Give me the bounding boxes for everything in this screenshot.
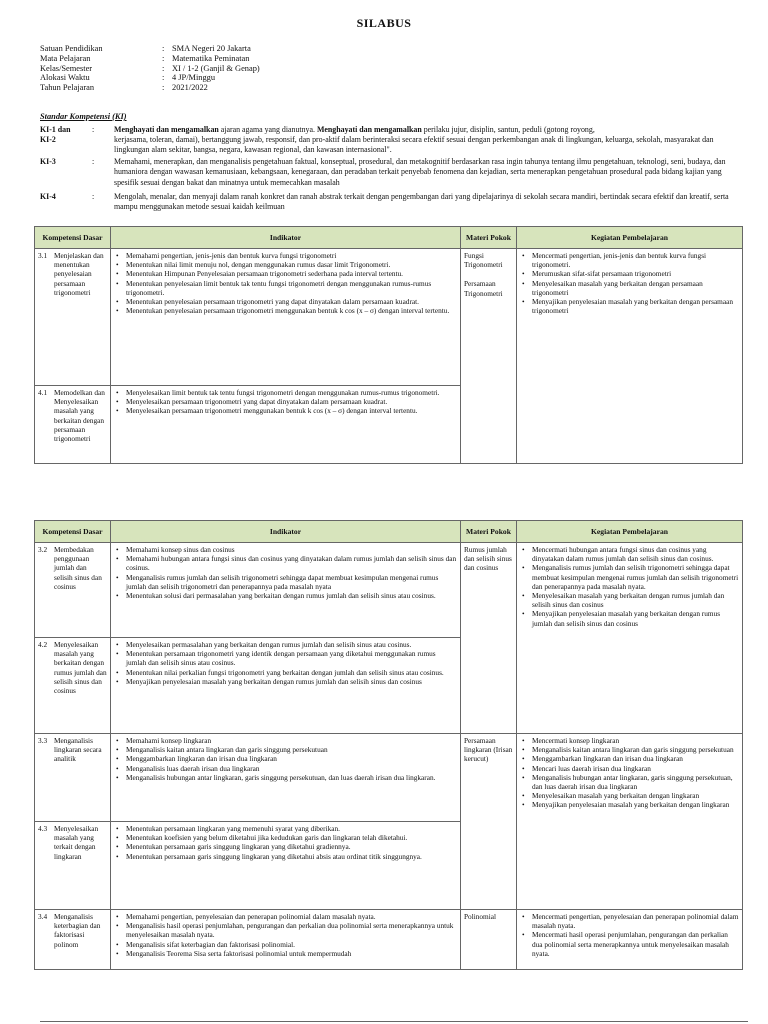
kd-cell [35,543,111,638]
kd-text: Menganalisis lingkaran secara analitik [54,736,102,764]
kd-text: Membedakan penggunaan jumlah dan selisih sinus dan cosinus [54,545,102,591]
indikator-item: • Memahami hubungan antara fungsi sinus dan cosinus yang dinyatakan dalam rumus jumlah dan selisih sinus dan cosinus. [114,554,457,572]
kegiatan-cell [517,249,743,464]
kegiatan-item: • Mencermati pengertian, jenis-jenis dan bentuk kurva fungsi trigonometri. [520,251,739,269]
kd-number: 3.1 [38,251,48,260]
header-kegiatan: Kegiatan Pembelajaran [517,521,743,543]
indikator-item: • Menganalisis kaitan antara lingkaran dan garis singgung persekutuan [114,745,457,754]
indikator-cell [111,543,461,638]
indikator [114,640,457,686]
indikator-item: • Menganalisis luas daerah irisan dua lingkaran [114,764,457,773]
indikator-item: • Menentukan Himpunan Penyelesaian persamaan trigonometri sederhana pada interval tertentu. [114,269,457,278]
ki-label: KI-3 [40,157,56,166]
indikator [114,824,457,861]
indikator-item: • Menentukan penyelesaian persamaan trigonometri menggunakan bentuk k cos (x – σ) dengan interval tertentu. [114,306,457,315]
header-kompetensi-dasar: Kompetensi Dasar [35,227,111,249]
kegiatan-item: • Menggambarkan lingkaran dan irisan dua lingkaran [520,754,739,763]
kegiatan [520,912,739,958]
table-row [35,249,743,386]
indikator-item: • Memahami pengertian, penyelesaian dan penerapan polinomial dalam masalah nyata. [114,912,457,921]
kegiatan-item: • Menyajikan penyelesaian masalah yang berkaitan dengan lingkaran [520,800,739,809]
meta-value: Matematika Peminatan [172,53,250,63]
meta-colon: : [162,53,165,63]
ki-row [40,157,744,188]
header-materi-pokok: Materi Pokok [461,521,517,543]
kegiatan-item: • Mencermati konsep lingkaran [520,736,739,745]
indikator [114,912,457,958]
meta-colon: : [162,73,165,83]
document-title: SILABUS [356,16,412,30]
indikator-cell [111,638,461,734]
kd-text: Menyelesaikan masalah yang berkaitan dengan rumus jumlah dan selisih sinus dan cosinus [54,640,107,696]
meta-key: Kelas/Semester [40,63,93,73]
kegiatan-item: • Mencari luas daerah irisan dua lingkaran [520,764,739,773]
kd-cell [35,386,111,464]
indikator-item: • Memahami konsep sinus dan cosinus [114,545,457,554]
ki-label: KI-1 dan [40,125,71,134]
indikator-item: • Menyelesaikan permasalahan yang berkaitan dengan rumus jumlah dan selisih sinus atau cosinus. [114,640,457,649]
kd-wrap [38,545,107,591]
indikator-item: • Menentukan persamaan lingkaran yang memenuhi syarat yang diberikan. [114,824,457,833]
kegiatan-item: • Mencermati hubungan antara fungsi sinus dan cosinus yang dinyatakan dalam rumus jumlah dan selisih sinus dan cosinus. [520,545,739,563]
identity-block [40,44,260,93]
indikator-item: • Menentukan penyelesaian persamaan trigonometri yang dapat dinyatakan dalam persamaan kuadrat. [114,297,457,306]
kd-number: 3.4 [38,912,48,921]
indikator-item: • Menentukan nilai perkalian fungsi trigonometri yang berkaitan dengan jumlah dan selisih sinus atau cosinus. [114,668,457,677]
indikator-item: • Memahami pengertian, jenis-jenis dan bentuk kurva fungsi trigonometri [114,251,457,260]
indikator-item: • Menyajikan penyelesaian masalah yang berkaitan dengan rumus jumlah dan selisih sinus dan cosinus [114,677,457,686]
kd-number: 3.2 [38,545,48,554]
materi-cell [461,543,517,734]
indikator-item: • Menentukan koefisien yang belum diketahui jika kedudukan garis dan lingkaran telah diketahui. [114,833,457,842]
ki-text [114,125,744,135]
indikator-item: • Menentukan nilai limit menuju nol, dengan menggunakan rumus dasar limit Trigonometri. [114,260,457,269]
header-row [35,227,743,249]
indikator-item: • Menentukan solusi dari permasalahan yang berkaitan dengan rumus jumlah dan selisih sinus atau cosinus. [114,591,457,600]
meta-key: Alokasi Waktu [40,73,90,83]
indikator-cell [111,734,461,822]
ki-row [40,192,744,213]
ki-emphasis: Menghayati dan mengamalkan [114,125,219,134]
materi-item: Persamaan Trigonometri [464,279,503,298]
table-row [35,734,743,822]
kd-wrap [38,388,107,443]
kegiatan-item: • Menganalisis kaitan antara lingkaran dan garis singgung persekutuan [520,745,739,754]
ki-text-part: Mengolah, menalar, dan menyaji dalam ranah konkret dan ranah abstrak terkait dengan pengembangan dari yang dipelajarinya di sekolah secara mandiri, bertindak secara efektif dan kreatif, serta mampu menggunakan metode sesuai kaidah keilmuan [114,192,729,212]
meta-row [40,54,260,64]
meta-row [40,73,260,83]
header-kegiatan: Kegiatan Pembelajaran [517,227,743,249]
kegiatan-item: • Menyajikan penyelesaian masalah yang berkaitan dengan rumus jumlah dan selisih sinus dan cosinus [520,609,739,627]
kegiatan-cell [517,734,743,910]
ki-text [114,157,744,188]
indikator-item: • Menganalisis hasil operasi penjumlahan, pengurangan dan perkalian dua polinomial serta menerapkannya untuk menyelesaikan masalah nyata. [114,921,457,939]
kd-text: Menyelesaikan masalah yang terkait dengan lingkaran [54,824,99,861]
indikator-item: • Menentukan persamaan trigonometri yang identik dengan persamaan yang diketahui menggunakan rumus jumlah dan selisih sinus atau cosinus. [114,649,457,667]
table-row [35,543,743,638]
indikator-item: • Menggambarkan lingkaran dan irisan dua lingkaran [114,754,457,763]
header-row [35,521,743,543]
meta-colon: : [162,44,165,53]
indikator-item: • Menganalisis hubungan antar lingkaran, garis singgung persekutuan, dan luas daerah irisan dua lingkaran. [114,773,457,782]
ki-text [114,192,744,213]
ki-heading: Standar Kompetensi (KI) [40,112,127,121]
header-indikator: Indikator [111,227,461,249]
meta-key: Satuan Pendidikan [40,44,103,53]
kegiatan [520,251,739,315]
kd-number: 4.2 [38,640,48,649]
ki-emphasis: Menghayati dan mengamalkan [316,125,422,134]
meta-key: Mata Pelajaran [40,53,91,63]
indikator-item: • Memahami konsep lingkaran [114,736,457,745]
header-materi-pokok: Materi Pokok [461,227,517,249]
meta-value: SMA Negeri 20 Jakarta [172,44,251,53]
meta-value: XI / 1-2 (Ganjil & Genap) [172,63,260,73]
kegiatan-cell [517,543,743,734]
ki-text [114,135,744,156]
kd-text: Menjelaskan dan menentukan penyelesaian persamaan trigonometri [54,251,104,297]
kegiatan-cell [517,910,743,970]
indikator-cell [111,249,461,386]
ki-row [40,135,744,156]
meta-colon: : [162,63,165,73]
materi-cell [461,734,517,910]
indikator-cell [111,386,461,464]
kegiatan-item: • Menganalisis hubungan antar lingkaran, garis singgung persekutuan, dan luas daerah irisan dua lingkaran [520,773,739,791]
meta-key: Tahun Pelajaran [40,83,95,93]
ki-text-part: perilaku jujur, disiplin, santun, peduli (gotong royong, [421,125,595,134]
kd-wrap [38,824,107,861]
ki-text-part: ajaran agama yang dianutnya. [218,125,317,134]
ki-colon: : [92,125,95,134]
materi-item: Rumus jumlah dan selisih sinus dan cosinus [464,545,512,573]
ki-label: KI-2 [40,135,56,144]
kd-number: 3.3 [38,736,48,745]
meta-row [40,83,260,93]
kd-text: Menganalisis keterbagian dan faktorisasi polinom [54,912,101,949]
kegiatan-item: • Mencermati pengertian, penyelesaian dan penerapan polinomial dalam masalah nyata. [520,912,739,930]
kegiatan-item: • Menyelesaikan masalah yang berkaitan dengan lingkaran [520,791,739,800]
kegiatan-item: • Menganalisis rumus jumlah dan selisih trigonometri sehingga dapat membuat kesimpulan mengenai rumus jumlah dan selisih trigonometri dan penerapannya pada masalah nyata. [520,563,739,591]
ki-text-part: kerjasama, toleran, damai), bertanggung jawab, responsif, dan pro-aktif dalam berinteraksi secara efektif sesuai dengan perkembangan anak di lingkungan, keluarga, sekolah, masyarakat dan lingkungan alam sekitar, bangsa, negara, kawasan regional, dan kawasan internasional". [114,135,714,155]
kd-wrap [38,251,107,297]
indikator-item: • Menganalisis Teorema Sisa serta faktorisasi polinomial untuk mempermudah [114,949,457,958]
kegiatan [520,545,739,628]
indikator-item: • Menentukan persamaan garis singgung lingkaran yang diketahui gradiennya. [114,842,457,851]
kd-wrap [38,736,107,764]
indikator [114,251,457,315]
indikator [114,736,457,782]
meta-row [40,44,260,54]
bottom-divider [40,1021,748,1022]
kd-cell [35,822,111,910]
kegiatan-item: • Menyelesaikan masalah yang berkaitan dengan persamaan trigonometri [520,279,739,297]
kd-number: 4.1 [38,388,48,397]
materi-item: Persamaan lingkaran (Irisan kerucut) [464,736,513,764]
kd-cell [35,249,111,386]
ki-colon: : [92,157,95,166]
ki-row [40,125,744,135]
indikator [114,388,457,416]
meta-value: 4 JP/Minggu [172,73,216,83]
kd-cell [35,638,111,734]
meta-colon: : [162,83,165,93]
kegiatan-item: • Menyajikan penyelesaian masalah yang berkaitan dengan persamaan trigonometri [520,297,739,315]
kd-cell [35,910,111,970]
indikator-cell [111,910,461,970]
kd-text: Memodelkan dan Menyelesaikan masalah yang berkaitan dengan persamaan trigonometri [54,388,105,444]
indikator-item: • Menentukan penyelesaian limit bentuk tak tentu fungsi trigonometri dengan menggunakan rumus-rumus trigonometri. [114,279,457,297]
kegiatan-item: • Menyelesaikan masalah yang berkaitan dengan rumus jumlah dan selisih sinus dan cosinus [520,591,739,609]
kd-wrap [38,912,107,949]
table-row [35,910,743,970]
kegiatan-item: • Merumuskan sifat-sifat persamaan trigonometri [520,269,739,278]
materi-item: Polinomial [464,912,497,921]
meta-row [40,64,260,74]
syllabus-table-2 [34,520,743,970]
meta-value: 2021/2022 [172,83,208,93]
indikator-item: • Menganalisis sifat keterbagian dan faktorisasi polinomial. [114,940,457,949]
header-kompetensi-dasar: Kompetensi Dasar [35,521,111,543]
kd-cell [35,734,111,822]
indikator [114,545,457,600]
materi-cell [461,249,517,464]
header-indikator: Indikator [111,521,461,543]
ki-colon [92,135,114,156]
materi-item: Fungsi Trigonometri [464,251,503,270]
kegiatan [520,736,739,810]
kegiatan-item: • Mencermati hasil operasi penjumlahan, pengurangan dan perkalian dua polinomial serta menerapkannya untuk menyelesaikan masalah nyata. [520,930,739,958]
indikator-item: • Menganalisis rumus jumlah dan selisih trigonometri sehingga dapat membuat kesimpulan mengenai rumus jumlah dan selisih trigonometri dan penerapannya pada masalah nyata [114,573,457,591]
ki-text-part: Memahami, menerapkan, dan menganalisis pengetahuan faktual, konseptual, prosedural, dan metakognitif berdasarkan rasa ingin tahunya tentang ilmu pengetahuan, teknologi, seni, budaya, dan humaniora dengan wawasan kemanusiaan, kebangsaan, kenegaraan, dan peradaban terkait penyebab fenomena dan kejadian, serta menerapkan pengetahuan prosedural pada bidang kajian yang spesifik sesuai dengan bakat dan minatnya untuk memecahkan masalah [114,157,726,187]
indikator-item: • Menentukan persamaan garis singgung lingkaran yang diketahui absis atau ordinat titik singgungnya. [114,852,457,861]
indikator-item: • Menyelesaikan persamaan trigonometri menggunakan bentuk k cos (x – σ) dengan interval tertentu. [114,406,457,415]
kd-number: 4.3 [38,824,48,833]
ki-colon: : [92,192,95,201]
ki-label: KI-4 [40,192,56,201]
indikator-item: • Menyelesaikan persamaan trigonometri yang dapat dinyatakan dalam persamaan kuadrat. [114,397,457,406]
kd-wrap [38,640,107,695]
indikator-item: • Menyelesaikan limit bentuk tak tentu fungsi trigonometri dengan menggunakan rumus-rumus trigonometri. [114,388,457,397]
indikator-cell [111,822,461,910]
materi-cell [461,910,517,970]
syllabus-table-1 [34,226,743,464]
